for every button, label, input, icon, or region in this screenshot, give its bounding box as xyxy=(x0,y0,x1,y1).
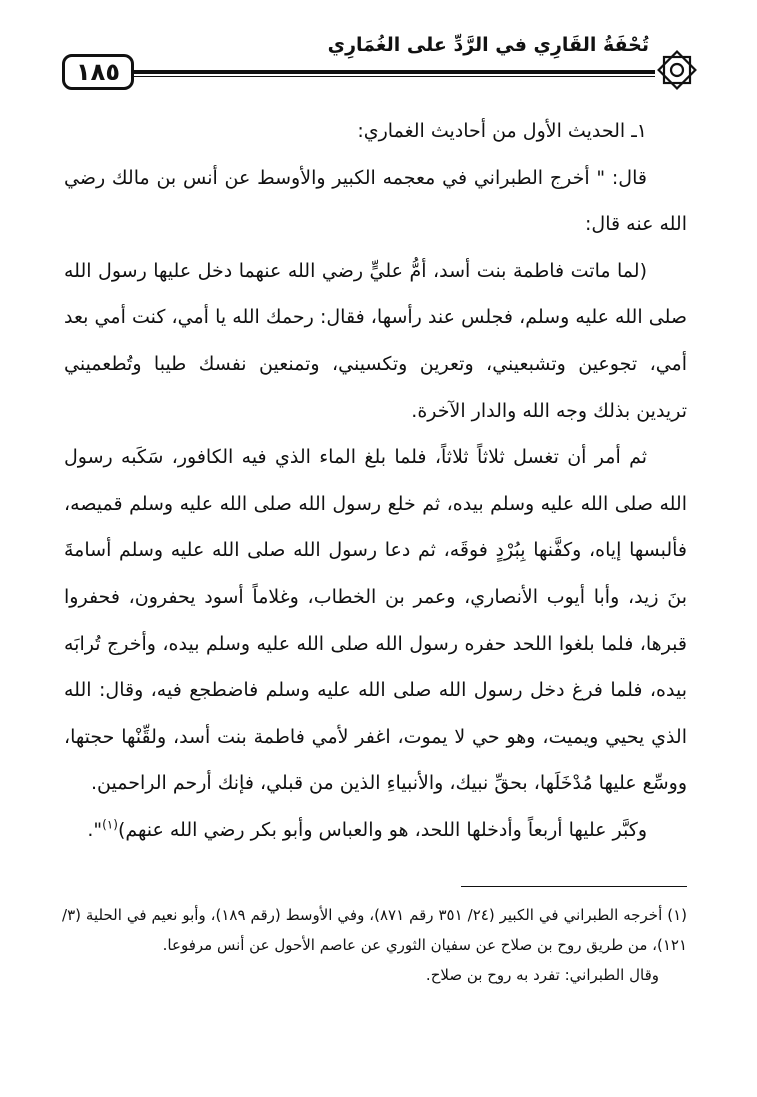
footnote-1: (١) أخرجه الطبراني في الكبير (٢٤/ ٣٥١ رقم ٨٧١)، وفي الأوسط (رقم ١٨٩)، وأبو نعيم في الحلية (٣/ ١٢١)، من طريق روح بن صلاح عن سفيان الثوري عن عاصم الأحول عن أنس مرفوعا. xyxy=(62,906,687,954)
footnote-separator xyxy=(461,886,687,887)
page-header xyxy=(62,18,699,88)
hadith-paragraph-3-text: وكبَّر عليها أربعاً وأدخلها اللحد، هو والعباس وأبو بكر رضي الله عنهم) xyxy=(117,818,647,841)
header-rule xyxy=(132,70,655,74)
hadith-intro: قال: " أخرج الطبراني في معجمه الكبير والأوسط عن أنس بن مالك رضي الله عنه قال: xyxy=(64,166,687,236)
page-number: ١٨٥ xyxy=(62,54,134,90)
hadith-paragraph-3-end: ". xyxy=(87,818,103,841)
main-text xyxy=(64,108,687,854)
hadith-heading: ١ـ الحديث الأول من أحاديث الغماري: xyxy=(357,120,647,142)
star-ornament-icon xyxy=(655,48,699,92)
header-rule-thin xyxy=(132,76,655,77)
footnotes xyxy=(62,900,687,990)
footnote-1-comment: وقال الطبراني: تفرد به روح بن صلاح. xyxy=(425,966,659,984)
hadith-paragraph-2: ثم أمر أن تغسل ثلاثاً ثلاثاً، فلما بلغ الماء الذي فيه الكافور، سَكَبه رسول الله صلى الله عليه وسلم بيده، ثم خلع رسول الله صلى الله عليه وسلم قميصه، فألبسها إياه، وكفَّنها بِبُرْدٍ فوقَه، ثم دعا رسول الله صلى الله عليه وسلم أسامةَ بنَ زيد، وأبا أيوب الأنصاري، وعمر بن الخطاب، وغلاماً أسود يحفرون، فحفروا قبرها، فلما بلغوا اللحد حفره رسول الله صلى الله عليه وسلم بيده، وأخرج تُرابَه بيده، فلما فرغ دخل رسول الله صلى الله عليه وسلم فاضطجع فيه، وقال: الله الذي يحيي ويميت، وهو حي لا يموت، اغفر لأمي فاطمة بنت أسد، ولقِّنْها حجتها، ووسِّع عليها مُدْخَلَها، بحقِّ نبيك، والأنبياءِ الذين من قبلي، فإنك أرحم الراحمين. xyxy=(64,446,687,795)
hadith-paragraph-1: (لما ماتت فاطمة بنت أسد، أمُّ عليٍّ رضي الله عنهما دخل عليها رسول الله صلى الله عليه وسلم، فجلس عند رأسها، فقال: رحمك الله يا أمي، كنت أمي بعد أمي، تجوعين وتشبعيني، وتعرين وتكسيني، وتمنعين نفسك طيبا وتُطعميني تريدين بذلك وجه الله والدار الآخرة. xyxy=(64,259,687,422)
footnote-reference: (١) xyxy=(102,817,118,832)
running-title: تُحْفَةُ القَارِي في الرَّدِّ على الغُمَارِي xyxy=(327,34,649,56)
hadith-paragraph-3 xyxy=(64,807,687,854)
